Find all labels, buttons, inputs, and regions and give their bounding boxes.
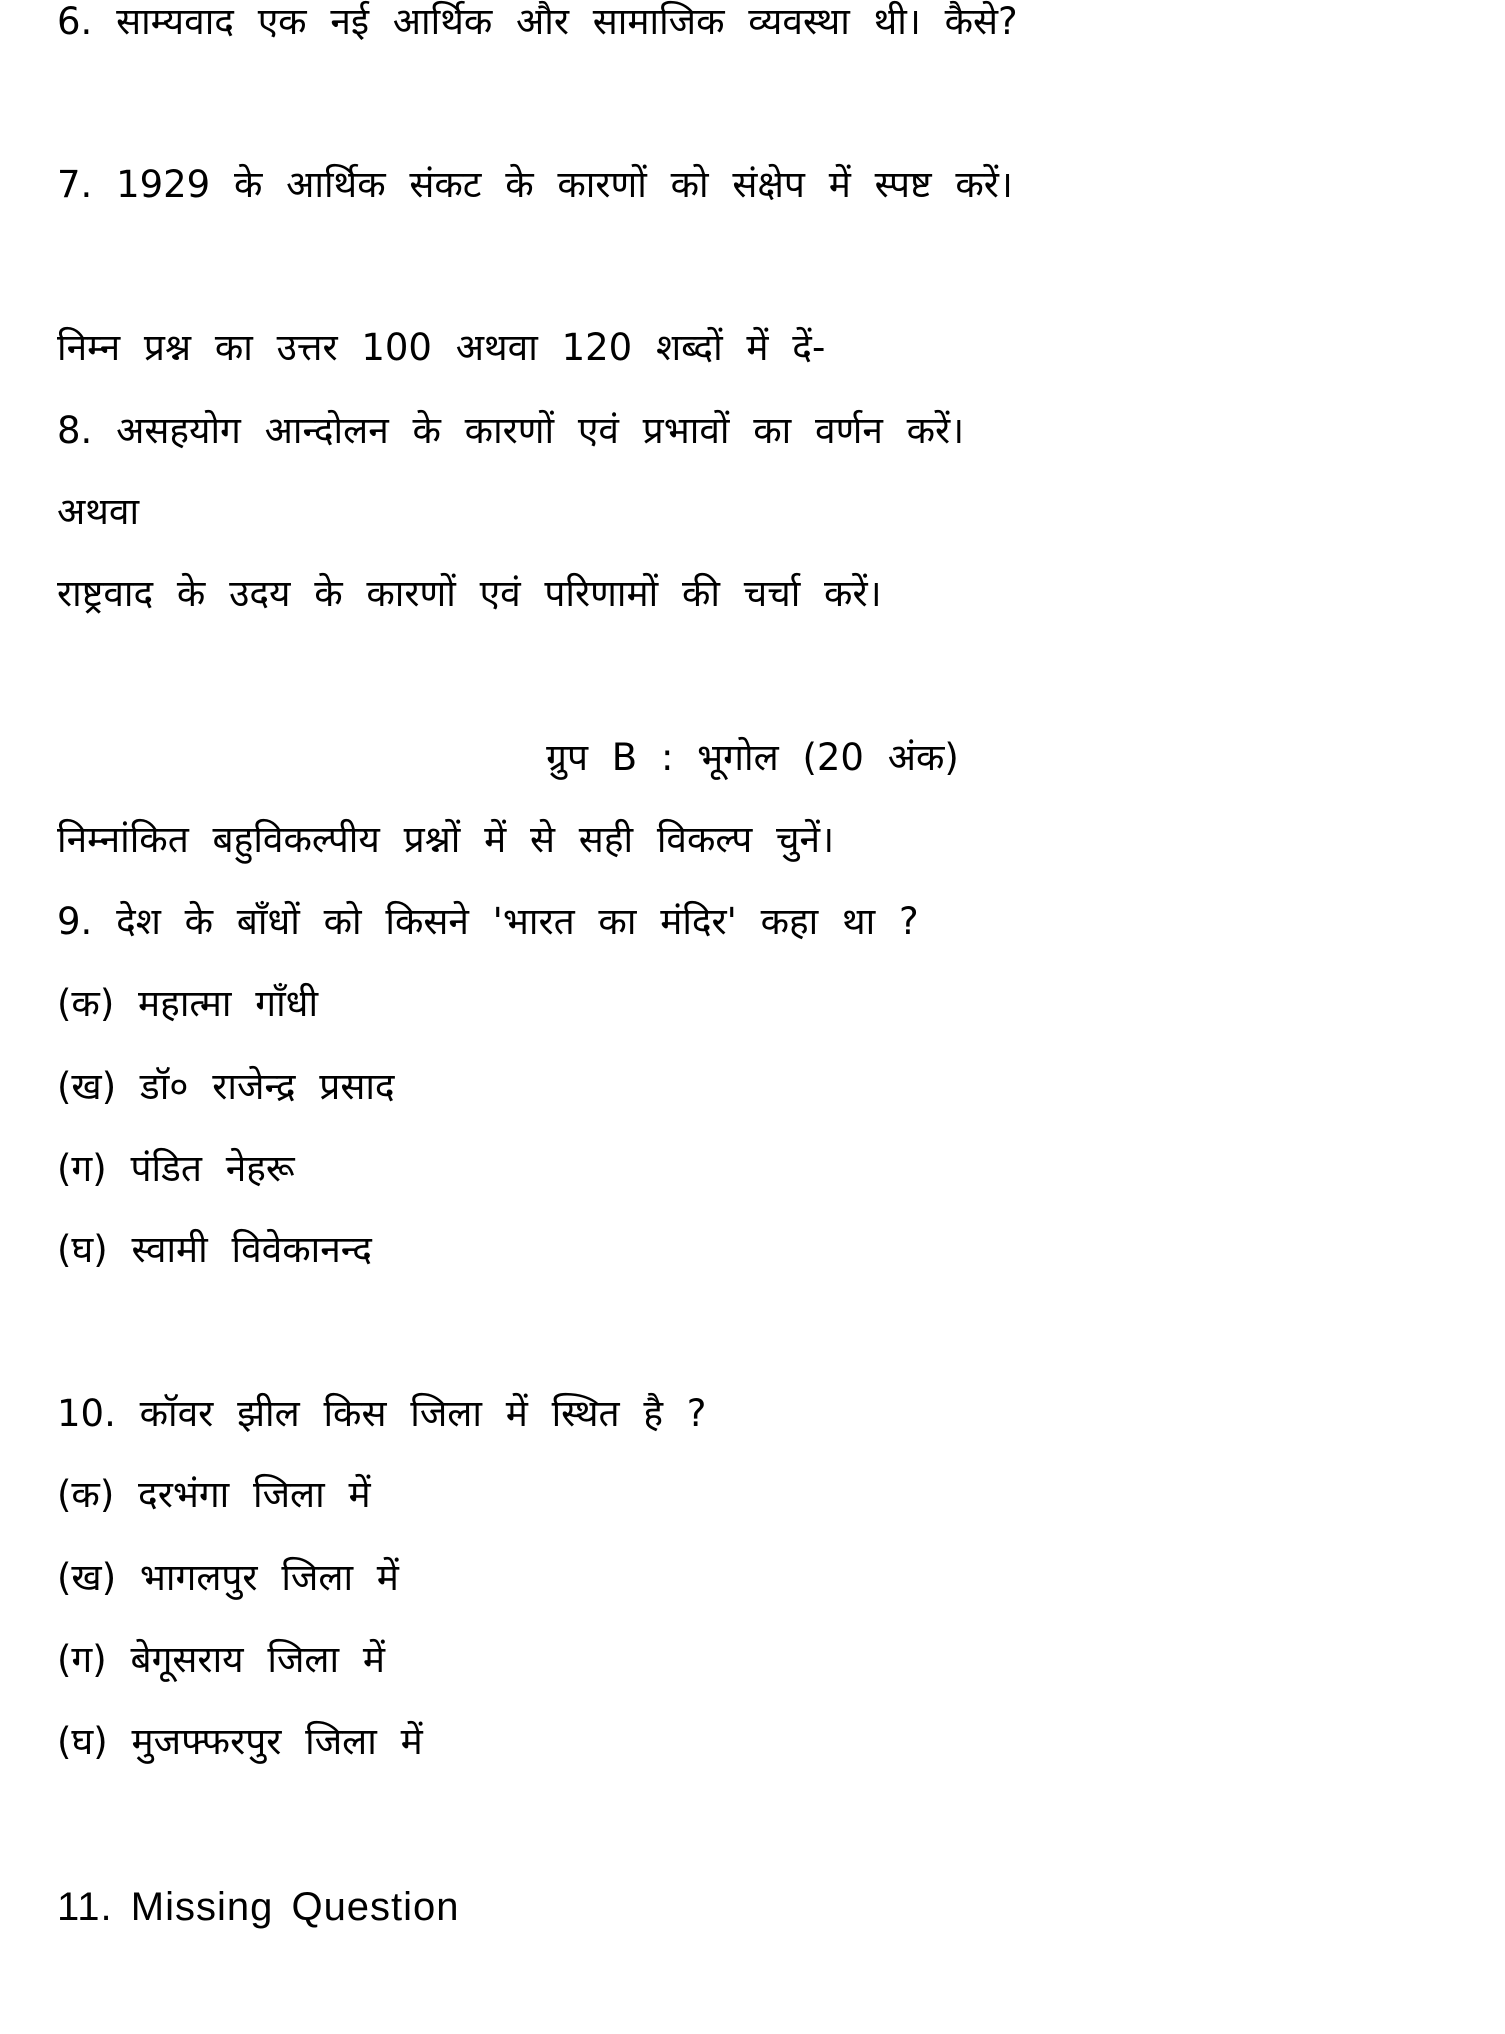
question-8-alternative: राष्ट्रवाद के उदय के कारणों एवं परिणामों की चर्चा करें। bbox=[57, 572, 882, 615]
question-9-option-ga: (ग) पंडित नेहरू bbox=[57, 1147, 295, 1190]
question-9-option-ka: (क) महात्मा गाँधी bbox=[57, 982, 319, 1025]
long-answer-instruction: निम्न प्रश्न का उत्तर 100 अथवा 120 शब्दों में दें- bbox=[57, 326, 826, 369]
or-label: अथवा bbox=[57, 490, 140, 533]
question-8: 8. असहयोग आन्दोलन के कारणों एवं प्रभावों का वर्णन करें। bbox=[57, 409, 965, 452]
question-10-option-ka: (क) दरभंगा जिला में bbox=[57, 1473, 371, 1516]
question-9-option-kha: (ख) डॉ० राजेन्द्र प्रसाद bbox=[57, 1065, 395, 1108]
question-9: 9. देश के बाँधों को किसने 'भारत का मंदिर' कहा था ? bbox=[57, 900, 919, 943]
mcq-instruction: निम्नांकित बहुविकल्पीय प्रश्नों में से सही विकल्प चुनें। bbox=[57, 818, 835, 861]
question-7: 7. 1929 के आर्थिक संकट के कारणों को संक्षेप में स्पष्ट करें। bbox=[57, 163, 1013, 206]
question-11: 11. Missing Question bbox=[57, 1885, 460, 1929]
question-10-option-gha: (घ) मुजफ्फरपुर जिला में bbox=[57, 1720, 423, 1763]
section-heading-group-b: ग्रुप B : भूगोल (20 अंक) bbox=[546, 736, 959, 779]
question-6: 6. साम्यवाद एक नई आर्थिक और सामाजिक व्यवस्था थी। कैसे? bbox=[57, 0, 1018, 43]
question-10-option-ga: (ग) बेगूसराय जिला में bbox=[57, 1638, 385, 1681]
question-9-option-gha: (घ) स्वामी विवेकानन्द bbox=[57, 1228, 372, 1271]
question-10: 10. कॉवर झील किस जिला में स्थित है ? bbox=[57, 1392, 707, 1435]
question-10-option-kha: (ख) भागलपुर जिला में bbox=[57, 1556, 399, 1599]
